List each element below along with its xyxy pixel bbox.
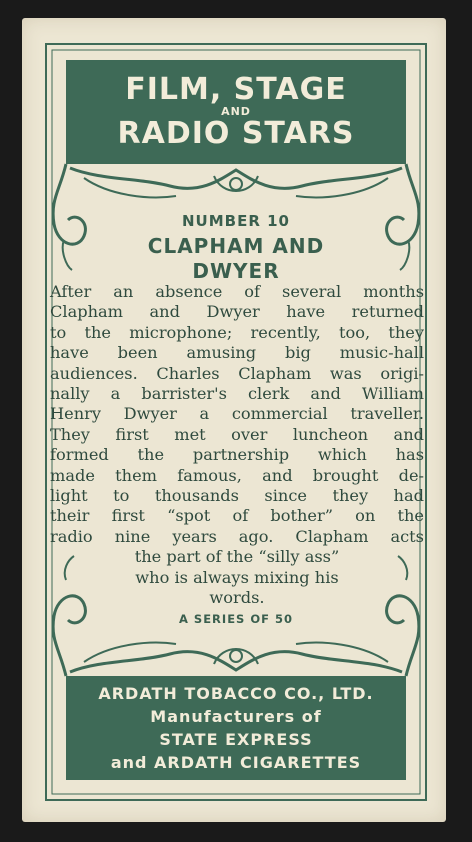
body-line: have been amusing big music-hall — [50, 343, 424, 363]
body-line: formed the partnership which has — [50, 445, 424, 465]
body-line: their first “spot of bother” on the — [50, 506, 424, 526]
body-line: who is always mixing his — [135, 567, 339, 587]
subject-name-line-1: CLAPHAM AND — [147, 234, 325, 258]
body-line: the part of the “silly ass” — [134, 547, 340, 567]
body-line: Clapham and Dwyer have returned — [50, 302, 424, 322]
footer-line-3: STATE EXPRESS — [159, 730, 313, 749]
manufacturer-banner — [66, 676, 406, 780]
card-number: NUMBER 10 — [182, 212, 290, 230]
body-line: words. — [209, 588, 265, 608]
footer-line-1: ARDATH TOBACCO CO., LTD. — [98, 684, 374, 703]
title-line-1: FILM, STAGE — [125, 72, 347, 107]
title-line-3: RADIO STARS — [117, 116, 355, 151]
footer-line-4: and ARDATH CIGARETTES — [110, 753, 362, 772]
title-line-2: AND — [221, 105, 251, 118]
biography-text — [50, 282, 424, 609]
body-line: radio nine years ago. Clapham acts — [50, 526, 424, 546]
body-line: Henry Dwyer a commercial traveller. — [50, 404, 424, 424]
body-line: After an absence of several months — [50, 282, 424, 301]
body-line: to the microphone; recently, too, they — [50, 322, 424, 342]
footer-line-2: Manufacturers of — [150, 707, 322, 726]
title-banner — [66, 60, 406, 164]
body-line: audiences. Charles Clapham was origi- — [50, 363, 424, 383]
body-line: They first met over luncheon and — [50, 424, 424, 444]
body-line: light to thousands since they had — [50, 486, 424, 506]
subject-name-line-2: DWYER — [192, 259, 280, 283]
body-line: made them famous, and brought de- — [50, 465, 424, 485]
series-label: A SERIES OF 50 — [179, 612, 293, 626]
body-line: nally a barrister's clerk and William — [50, 384, 424, 404]
